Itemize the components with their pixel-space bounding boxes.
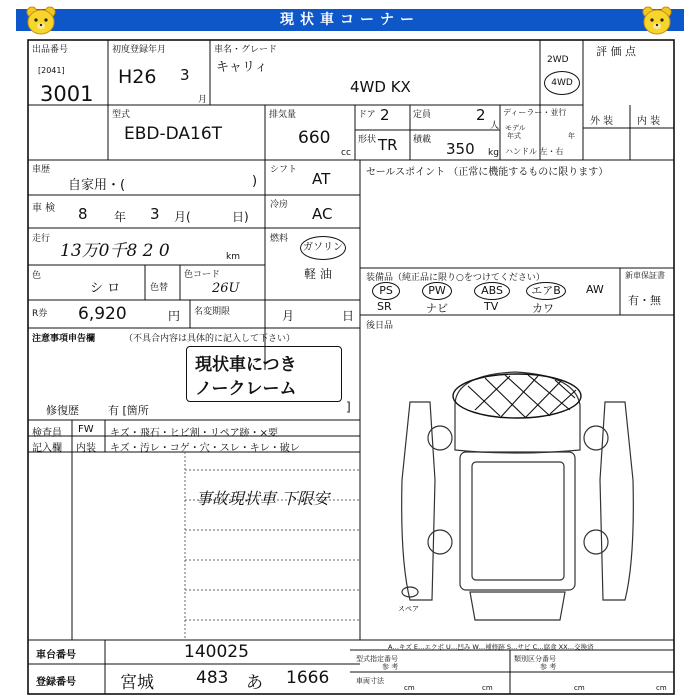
- kg-unit: kg: [488, 148, 499, 158]
- fw-text: キズ・飛石・ヒビ割・リペア跡・×要: [110, 428, 278, 439]
- plate-number: 1666: [286, 668, 330, 688]
- shape-label: 形状: [358, 135, 377, 145]
- plate-region: 宮城: [120, 673, 154, 693]
- repair-history-value: 有 [箇所: [108, 404, 149, 417]
- capacity-label: 定員: [413, 110, 432, 120]
- model-label: 型式: [112, 110, 131, 120]
- car-grade: 4WD KX: [350, 78, 411, 96]
- color-code-value: 26U: [212, 281, 240, 296]
- fuel-diesel: 軽 油: [304, 267, 332, 281]
- stamp-line-1: 現状車につき: [195, 355, 297, 375]
- sales-point-title: セールスポイント （正常に機能するものに限ります）: [366, 167, 609, 178]
- equip-tv: TV: [484, 300, 499, 313]
- cm-unit-4: cm: [656, 684, 667, 692]
- month-unit-2: 月(: [174, 210, 191, 224]
- notes-title: 注意事項申告欄: [32, 334, 96, 344]
- model-value: EBD-DA16T: [124, 124, 223, 144]
- color-code-label: 色コード: [184, 270, 221, 280]
- history-close-paren: ): [252, 174, 258, 189]
- score-label: 評 価 点: [596, 45, 636, 58]
- cm-unit-2: cm: [482, 684, 493, 692]
- load-label: 積載: [413, 135, 432, 145]
- reference-label-2: 参 考: [540, 663, 557, 671]
- plate-class: 483: [196, 668, 229, 688]
- dimensions-label: 車両寸法: [356, 677, 384, 685]
- capacity-value: 2: [476, 106, 486, 124]
- month-unit: 月: [198, 95, 208, 105]
- stamp-line-2: ノークレーム: [195, 379, 297, 399]
- color-change-label: 色替: [150, 283, 169, 293]
- equip-pw-circled: PW: [422, 282, 452, 300]
- lot-number: 3001: [40, 82, 94, 106]
- color-label: 色: [32, 271, 42, 281]
- handle-label: ハンドル 左・右: [505, 147, 564, 156]
- interior-label: 内 装: [637, 116, 661, 127]
- cc-unit: cc: [341, 148, 351, 158]
- mileage-value: 13万0千8 2 0: [60, 241, 170, 261]
- registration-era: H26: [118, 66, 157, 88]
- shift-value: AT: [312, 170, 331, 188]
- fuel-label: 燃料: [270, 234, 289, 244]
- model-year-label: モデル: [505, 124, 526, 132]
- displacement-value: 660: [298, 128, 331, 148]
- damage-legend: A…キズ E…エクボ U…凹み W…補修跡 S…サビ C…腐食 XX…交換済: [388, 643, 594, 651]
- name-change-day: 日: [342, 309, 355, 323]
- car-damage-diagram: [360, 330, 674, 638]
- color-value: シ ロ: [90, 281, 121, 296]
- equip-leather: カワ: [532, 302, 554, 315]
- handwritten-note: 事故現状車 下限安: [196, 489, 330, 508]
- plate-kana: あ: [246, 673, 263, 693]
- yen-unit: 円: [168, 309, 181, 323]
- recycle-value: 6,920: [78, 304, 127, 324]
- interior-check-text: キズ・汚レ・コゲ・穴・スレ・キレ・破レ: [110, 443, 300, 454]
- equip-aw: AW: [586, 283, 604, 296]
- lot-small-code: [2041]: [38, 66, 65, 75]
- drive-2wd-label: 2WD: [547, 55, 569, 65]
- km-unit: km: [226, 252, 240, 262]
- repair-close-bracket: ]: [346, 400, 351, 414]
- registration-month: 3: [180, 66, 190, 84]
- warranty-value: 有・無: [628, 294, 661, 307]
- inspection-month: 3: [150, 205, 160, 223]
- warranty-label: 新車保証書: [625, 271, 665, 280]
- cm-unit-1: cm: [404, 684, 415, 692]
- year-unit-2: 年: [114, 210, 127, 224]
- cm-unit-3: cm: [574, 684, 585, 692]
- plate-label: 登録番号: [36, 677, 76, 688]
- entry-label: 記入欄: [32, 443, 62, 454]
- equip-abs-circled: ABS: [474, 282, 510, 300]
- recycle-label: R券: [32, 309, 48, 319]
- person-unit: 人: [490, 121, 500, 131]
- first-registration-label: 初度登録年月: [112, 45, 167, 55]
- ac-label: 冷房: [270, 200, 289, 210]
- spare-label: スペア: [398, 605, 419, 613]
- equip-sr: SR: [377, 300, 392, 313]
- day-unit: 日): [232, 210, 249, 224]
- reference-label-1: 参 考: [382, 663, 399, 671]
- fuel-gasoline-circled: ガソリン: [300, 236, 346, 260]
- interior-check-label: 内装: [76, 443, 96, 454]
- history-label: 車歴: [32, 165, 51, 175]
- name-change-label: 名変期限: [194, 307, 231, 317]
- load-value: 350: [446, 140, 475, 158]
- shape-value: TR: [378, 136, 398, 154]
- notes-subtitle: （不具合内容は具体的に記入して下さい）: [124, 334, 296, 344]
- type-spec-label: 型式指定番号: [356, 655, 398, 663]
- shift-label: シフト: [270, 165, 298, 175]
- class-number-label: 類別区分番号: [514, 655, 556, 663]
- drive-4wd-circled: 4WD: [544, 71, 580, 95]
- inspection-year: 8: [78, 205, 88, 223]
- car-name-label: 車名・グレード: [214, 45, 278, 55]
- no-claim-stamp: [186, 346, 342, 402]
- equip-airbag-circled: エアB: [526, 282, 566, 300]
- inspector-label: 検査員: [32, 428, 62, 439]
- exterior-label: 外 装: [590, 116, 614, 127]
- dealer-label: ディーラー・並行: [503, 108, 567, 117]
- chassis-label: 車台番号: [36, 650, 76, 661]
- inspection-label: 車 検: [32, 203, 56, 214]
- car-name: キャリィ: [216, 60, 268, 75]
- mileage-label: 走行: [32, 234, 51, 244]
- equip-navi: ナビ: [426, 302, 448, 315]
- equipment-title: 装備品（純正品に限り○をつけてください）: [366, 273, 545, 283]
- name-change-month: 月: [282, 309, 295, 323]
- repair-history-label: 修復歴: [46, 404, 79, 417]
- door-value: 2: [380, 106, 390, 124]
- later-items-label: 後日品: [366, 321, 394, 331]
- equip-ps-circled: PS: [372, 282, 400, 300]
- ac-value: AC: [312, 205, 333, 223]
- year-label: 年式: [507, 132, 521, 140]
- lot-number-label: 出品番号: [32, 45, 69, 55]
- page-banner: 現状車コーナー: [16, 9, 684, 31]
- displacement-label: 排気量: [269, 110, 297, 120]
- year-unit: 年: [568, 132, 575, 140]
- door-label: ドア: [358, 110, 376, 120]
- history-value: 自家用・(: [68, 178, 126, 193]
- fw-label: FW: [78, 424, 94, 435]
- chassis-value: 140025: [184, 642, 249, 662]
